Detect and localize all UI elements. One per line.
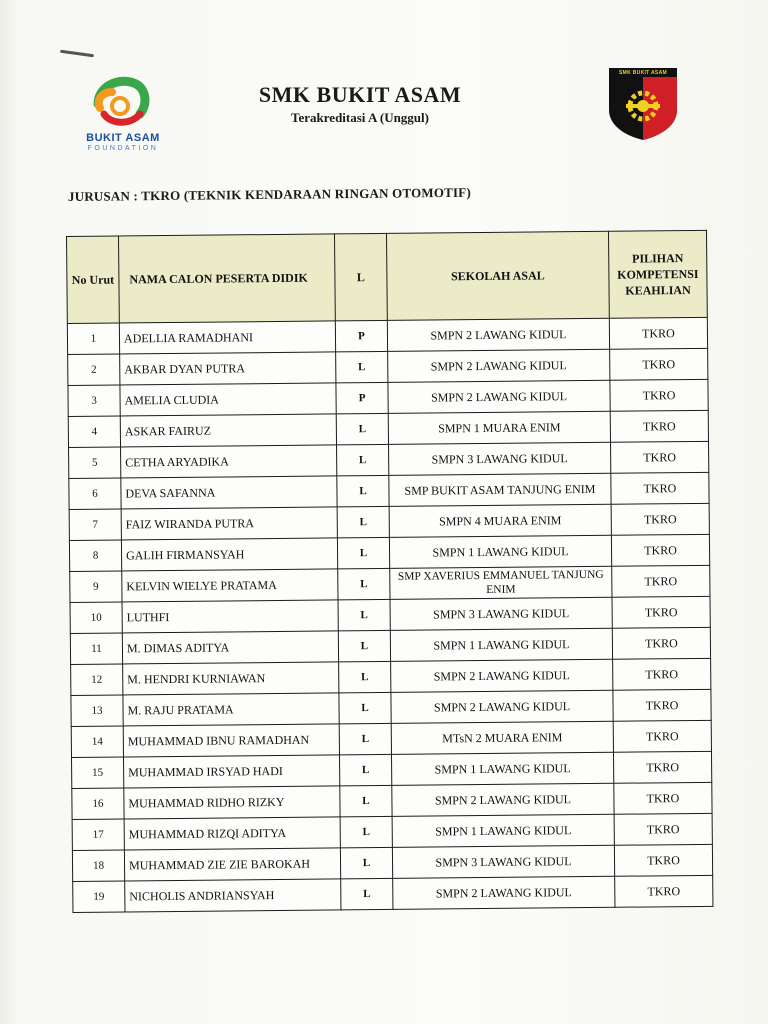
row-number: 5 bbox=[69, 447, 121, 478]
bukit-asam-foundation-logo bbox=[68, 72, 178, 154]
student-name: ASKAR FAIRUZ bbox=[120, 414, 336, 447]
student-gender: P bbox=[336, 382, 388, 413]
row-number: 6 bbox=[69, 478, 121, 509]
student-name: AMELIA CLUDIA bbox=[120, 383, 336, 416]
competency-choice: TKRO bbox=[613, 658, 711, 690]
row-number: 12 bbox=[71, 664, 123, 695]
shield-icon bbox=[606, 66, 680, 142]
competency-choice: TKRO bbox=[611, 534, 709, 566]
student-gender: L bbox=[340, 785, 392, 816]
foundation-emblem-icon bbox=[90, 74, 150, 130]
student-name: NICHOLIS ANDRIANSYAH bbox=[125, 879, 341, 912]
student-gender: L bbox=[337, 537, 389, 568]
header-school: SEKOLAH ASAL bbox=[386, 231, 609, 320]
header-name: NAMA CALON PESERTA DIDIK bbox=[119, 234, 336, 323]
student-name: AKBAR DYAN PUTRA bbox=[120, 352, 336, 385]
school-origin: SMPN 2 LAWANG KIDUL bbox=[391, 690, 613, 723]
student-gender: L bbox=[339, 661, 391, 692]
row-number: 3 bbox=[68, 385, 120, 416]
department-title: JURUSAN : TKRO (TEKNIK KENDARAAN RINGAN OTOMOTIF) bbox=[67, 184, 472, 204]
school-origin: SMPN 1 LAWANG KIDUL bbox=[391, 752, 613, 785]
school-origin: SMPN 4 MUARA ENIM bbox=[389, 504, 611, 537]
student-name: M. RAJU PRATAMA bbox=[123, 693, 339, 726]
student-name: MUHAMMAD ZIE ZIE BAROKAH bbox=[124, 848, 340, 881]
competency-choice: TKRO bbox=[611, 472, 709, 504]
competency-choice: TKRO bbox=[613, 751, 711, 783]
row-number: 2 bbox=[68, 354, 120, 385]
row-number: 9 bbox=[70, 571, 122, 602]
row-number: 10 bbox=[70, 602, 122, 633]
school-origin: SMPN 3 LAWANG KIDUL bbox=[389, 442, 611, 475]
competency-choice: TKRO bbox=[610, 410, 708, 442]
table-row bbox=[73, 875, 713, 912]
competency-choice: TKRO bbox=[614, 844, 712, 876]
school-origin: SMP XAVERIUS EMMANUEL TANJUNG ENIM bbox=[390, 566, 612, 599]
student-name: ADELLIA RAMADHANI bbox=[119, 321, 335, 354]
student-table bbox=[66, 230, 713, 913]
row-number: 13 bbox=[71, 695, 123, 726]
student-name: MUHAMMAD RIDHO RIZKY bbox=[124, 786, 340, 819]
row-number: 8 bbox=[69, 540, 121, 571]
student-name: M. DIMAS ADITYA bbox=[122, 631, 338, 664]
logo-sub-text: FOUNDATION bbox=[87, 145, 159, 152]
school-origin: SMPN 1 LAWANG KIDUL bbox=[392, 814, 614, 847]
row-number: 11 bbox=[70, 633, 122, 664]
student-gender: L bbox=[338, 599, 390, 630]
row-number: 15 bbox=[72, 757, 124, 788]
competency-choice: TKRO bbox=[610, 379, 708, 411]
row-number: 17 bbox=[72, 819, 124, 850]
header-gender: L bbox=[334, 233, 387, 320]
student-name: MUHAMMAD IRSYAD HADI bbox=[124, 755, 340, 788]
school-origin: MTsN 2 MUARA ENIM bbox=[391, 721, 613, 754]
student-table-wrapper bbox=[66, 230, 712, 913]
student-gender: L bbox=[336, 413, 388, 444]
student-name: CETHA ARYADIKA bbox=[121, 445, 337, 478]
school-origin: SMPN 2 LAWANG KIDUL bbox=[393, 876, 615, 909]
student-gender: L bbox=[338, 568, 390, 599]
row-number: 14 bbox=[71, 726, 123, 757]
student-name: DEVA SAFANNA bbox=[121, 476, 337, 509]
student-gender: L bbox=[339, 692, 391, 723]
competency-choice: TKRO bbox=[611, 441, 709, 473]
pen-mark bbox=[60, 50, 94, 58]
student-name: FAIZ WIRANDA PUTRA bbox=[121, 507, 337, 540]
logo-brand-text: BUKIT ASAM bbox=[86, 132, 160, 144]
table-body bbox=[67, 317, 713, 912]
competency-choice: TKRO bbox=[610, 348, 708, 380]
student-name: M. HENDRI KURNIAWAN bbox=[123, 662, 339, 695]
competency-choice: TKRO bbox=[614, 813, 712, 845]
school-origin: SMPN 1 LAWANG KIDUL bbox=[389, 535, 611, 568]
table-header-row bbox=[67, 230, 708, 323]
row-number: 1 bbox=[67, 323, 119, 354]
student-gender: L bbox=[340, 847, 392, 878]
row-number: 18 bbox=[72, 850, 124, 881]
header-competency: PILIHAN KOMPETENSI KEAHLIAN bbox=[608, 230, 707, 318]
shield-label: SMK BUKIT ASAM bbox=[619, 70, 667, 76]
competency-choice: TKRO bbox=[611, 503, 709, 535]
school-origin: SMPN 2 LAWANG KIDUL bbox=[391, 659, 613, 692]
row-number: 16 bbox=[72, 788, 124, 819]
competency-choice: TKRO bbox=[609, 317, 707, 349]
competency-choice: TKRO bbox=[612, 627, 710, 659]
student-gender: L bbox=[339, 754, 391, 785]
accreditation: Terakreditasi A (Unggul) bbox=[291, 110, 429, 125]
school-origin: SMPN 2 LAWANG KIDUL bbox=[392, 783, 614, 816]
student-gender: L bbox=[339, 723, 391, 754]
school-origin: SMPN 2 LAWANG KIDUL bbox=[388, 380, 610, 413]
student-name: MUHAMMAD RIZQI ADITYA bbox=[124, 817, 340, 850]
competency-choice: TKRO bbox=[614, 782, 712, 814]
student-gender: L bbox=[340, 816, 392, 847]
school-origin: SMPN 1 LAWANG KIDUL bbox=[390, 628, 612, 661]
competency-choice: TKRO bbox=[612, 565, 710, 597]
student-gender: P bbox=[335, 320, 387, 351]
student-name: KELVIN WIELYE PRATAMA bbox=[122, 569, 338, 602]
student-gender: L bbox=[341, 878, 393, 909]
row-number: 7 bbox=[69, 509, 121, 540]
header-no: No Urut bbox=[67, 236, 120, 323]
row-number: 19 bbox=[73, 881, 125, 912]
competency-choice: TKRO bbox=[612, 596, 710, 628]
school-origin: SMPN 2 LAWANG KIDUL bbox=[387, 318, 609, 351]
student-name: LUTHFI bbox=[122, 600, 338, 633]
student-gender: L bbox=[336, 351, 388, 382]
school-origin: SMPN 1 MUARA ENIM bbox=[388, 411, 610, 444]
student-name: MUHAMMAD IBNU RAMADHAN bbox=[123, 724, 339, 757]
school-origin: SMP BUKIT ASAM TANJUNG ENIM bbox=[389, 473, 611, 506]
student-name: GALIH FIRMANSYAH bbox=[121, 538, 337, 571]
competency-choice: TKRO bbox=[613, 720, 711, 752]
student-gender: L bbox=[337, 444, 389, 475]
row-number: 4 bbox=[68, 416, 120, 447]
competency-choice: TKRO bbox=[615, 875, 713, 907]
school-name: SMK BUKIT ASAM bbox=[258, 82, 462, 107]
school-origin: SMPN 2 LAWANG KIDUL bbox=[388, 349, 610, 382]
student-gender: L bbox=[337, 506, 389, 537]
school-origin: SMPN 3 LAWANG KIDUL bbox=[392, 845, 614, 878]
school-origin: SMPN 3 LAWANG KIDUL bbox=[390, 597, 612, 630]
student-gender: L bbox=[337, 475, 389, 506]
student-gender: L bbox=[338, 630, 390, 661]
competency-choice: TKRO bbox=[613, 689, 711, 721]
smk-shield-logo bbox=[606, 66, 680, 142]
